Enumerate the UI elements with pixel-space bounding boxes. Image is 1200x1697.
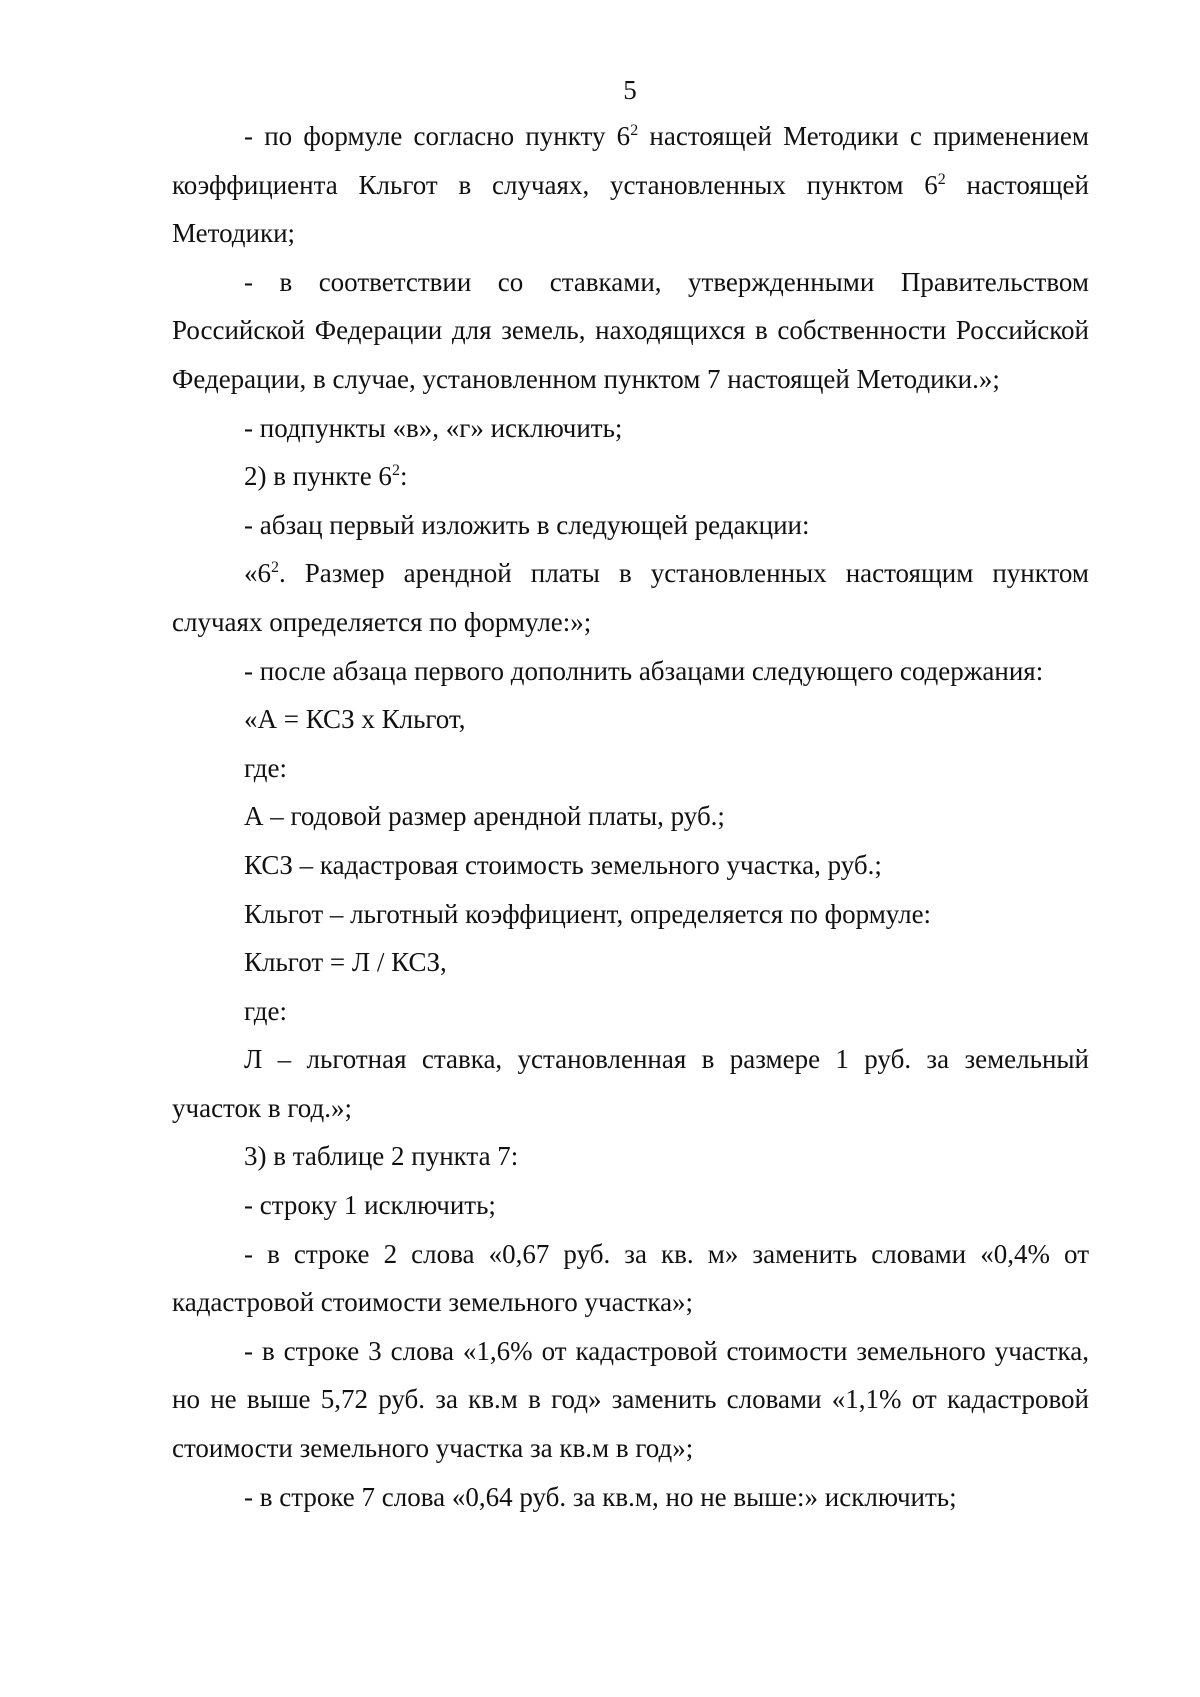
definition-l: Л – льготная ставка, установленная в размере 1 руб. за земельный участок в год.»;	[172, 1044, 1089, 1123]
paragraph-add-abzacs: - после абзаца первого дополнить абзацами следующего содержания:	[244, 655, 1044, 686]
definition-ksz: КСЗ – кадастровая стоимость земельного участка, руб.;	[244, 849, 882, 880]
paragraph-formula-clause: - по формуле согласно пункту $6^2$ настоящей Методики с применением коэффициента Кльгот в случаях, установленных пунктом $6^2$ настоящей Методики;	[172, 121, 1089, 249]
paragraph-item-2: 2) в пункте $6^2$:	[244, 461, 408, 492]
formula-rent: «А = КСЗ х Кльгот,	[244, 704, 466, 735]
paragraph-rates-clause: - в соответствии со ставками, утвержденными Правительством Российской Федерации для земель, находящихся в собственности Российской Федерации, в случае, установленном пунктом 7 настоящей Методики.»;	[172, 266, 1089, 394]
where-label: где:	[244, 752, 287, 783]
paragraph-first-abzac: - абзац первый изложить в следующей редакции:	[244, 509, 810, 540]
formula-klgot: Кльгот = Л / КСЗ,	[244, 947, 447, 978]
definition-klgot: Кльгот – льготный коэффициент, определяется по формуле:	[244, 898, 932, 929]
definition-a: А – годовой размер арендной платы, руб.;	[244, 801, 725, 832]
paragraph-new-wording: «$6^2$. Размер арендной платы в установленных настоящим пунктом случаях определяется по формуле:»;	[172, 558, 1089, 637]
paragraph-row-3: - в строке 3 слова «1,6% от кадастровой стоимости земельного участка, но не выше 5,72 руб. за кв.м в год» заменить словами «1,1% от кадастровой стоимости земельного участка за кв.м в год»;	[172, 1335, 1089, 1464]
document-body	[172, 112, 1089, 1521]
paragraph-row-2: - в строке 2 слова «0,67 руб. за кв. м» заменить словами «0,4% от кадастровой стоимости земельного участка»;	[172, 1238, 1089, 1318]
paragraph-exclude-subitems: - подпункты «в», «г» исключить;	[244, 412, 623, 443]
paragraph-item-3: 3) в таблице 2 пункта 7:	[244, 1141, 519, 1172]
paragraph-row-7: - в строке 7 слова «0,64 руб. за кв.м, но не выше:» исключить;	[244, 1481, 957, 1512]
where-label-2: где:	[244, 995, 287, 1026]
page-number: 5	[623, 75, 637, 105]
paragraph-row-1: - строку 1 исключить;	[244, 1190, 496, 1221]
